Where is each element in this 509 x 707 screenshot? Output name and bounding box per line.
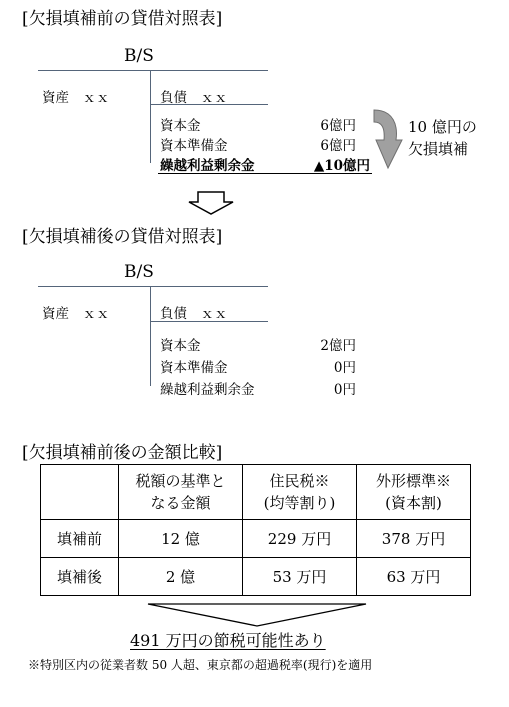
- down-arrow-icon: [186, 190, 236, 216]
- header-resident-tax: [243, 465, 357, 520]
- after-row-label: 資本金: [160, 338, 201, 354]
- table-row: [41, 558, 471, 596]
- after-bs-title: B/S: [124, 262, 154, 282]
- footnote-text: ※特別区内の従業者数 50 人超、東京都の超過税率(現行)を適用: [28, 658, 373, 672]
- deficit-underline: [158, 173, 372, 174]
- header-resident-line1: 住民税※: [269, 472, 330, 490]
- annotation-line1: 10 億円の: [408, 118, 477, 136]
- before-row-label: 資本金: [160, 118, 201, 134]
- row-resident: 53 万円: [243, 558, 357, 596]
- row-resident: 229 万円: [243, 520, 357, 558]
- before-row-label: 繰越利益剰余金: [160, 158, 255, 174]
- comparison-table: [40, 464, 471, 596]
- after-liabilities: 負債 ｘｘ: [160, 306, 228, 322]
- before-assets: 資産 ｘｘ: [42, 90, 110, 106]
- after-row-value: 2億円: [320, 338, 356, 354]
- header-base-line1: 税額の基準と: [135, 472, 226, 490]
- header-base-amount: [119, 465, 243, 520]
- before-center-line: [150, 70, 151, 163]
- header-size-based-tax: [357, 465, 471, 520]
- conclusion-text: 491 万円の節税可能性あり: [130, 631, 326, 650]
- row-base: 2 億: [119, 558, 243, 596]
- header-size-line2: (資本割): [385, 494, 442, 512]
- after-top-line: [38, 286, 268, 287]
- table-header-row: [41, 465, 471, 520]
- table-row: [41, 520, 471, 558]
- after-row-value: 0円: [333, 360, 356, 376]
- before-row-value: ▲10億円: [313, 158, 370, 174]
- before-row-value: 6億円: [320, 138, 356, 154]
- row-label: 填補後: [41, 558, 119, 596]
- comparison-heading: [欠損填補前後の金額比較]: [22, 443, 223, 463]
- row-size: 378 万円: [357, 520, 471, 558]
- before-row-value: 6億円: [320, 118, 356, 134]
- annotation-line2: 欠損填補: [408, 140, 469, 158]
- curved-arrow-icon: [368, 106, 404, 174]
- after-heading: [欠損填補後の貸借対照表]: [22, 227, 223, 247]
- before-liabilities-line: [150, 104, 268, 105]
- after-liabilities-line: [150, 321, 268, 322]
- before-heading: [欠損填補前の貸借対照表]: [22, 9, 223, 29]
- down-triangle-icon: [146, 602, 368, 628]
- after-row-value: 0円: [333, 382, 356, 398]
- row-base: 12 億: [119, 520, 243, 558]
- row-size: 63 万円: [357, 558, 471, 596]
- before-row-label: 資本準備金: [160, 138, 228, 154]
- header-resident-line2: (均等割り): [263, 494, 336, 512]
- header-base-line2: なる金額: [150, 494, 211, 512]
- header-blank-cell: [41, 465, 119, 520]
- after-row-label: 資本準備金: [160, 360, 228, 376]
- after-assets: 資産 ｘｘ: [42, 306, 110, 322]
- row-label: 填補前: [41, 520, 119, 558]
- header-size-line1: 外形標準※: [375, 472, 451, 490]
- before-top-line: [38, 70, 268, 71]
- before-bs-title: B/S: [124, 46, 154, 66]
- before-liabilities: 負債 ｘｘ: [160, 90, 228, 106]
- after-center-line: [150, 286, 151, 386]
- after-row-label: 繰越利益剰余金: [160, 382, 255, 398]
